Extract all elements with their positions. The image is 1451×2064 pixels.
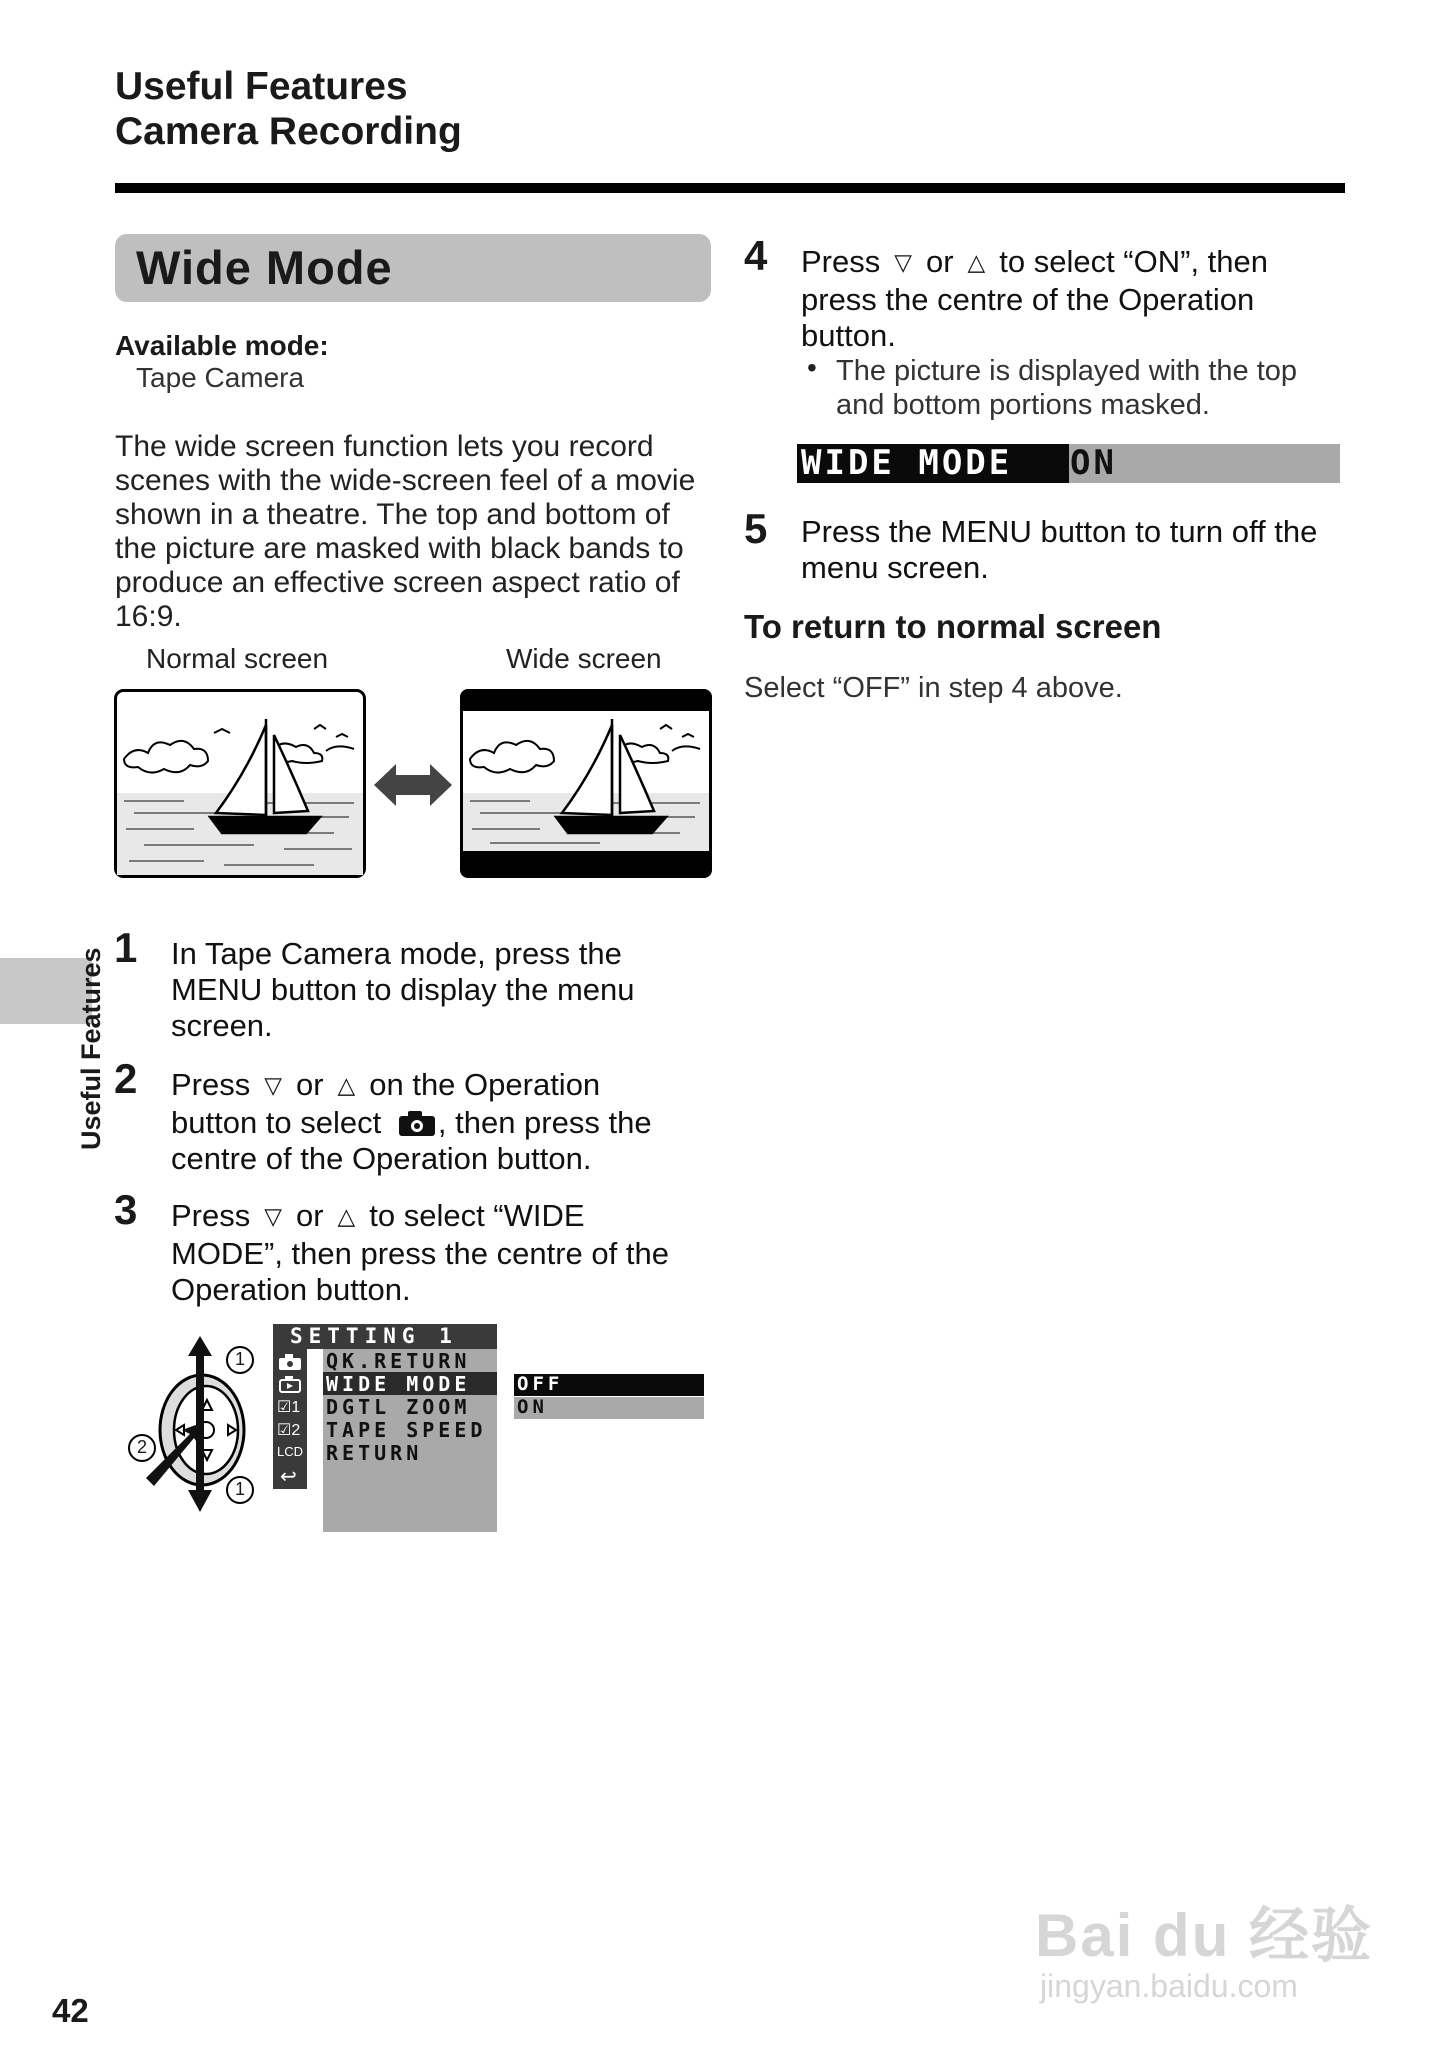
section-title: Wide Mode (136, 241, 393, 294)
option-off: OFF (517, 1373, 564, 1395)
step3-line: MODE”, then press the centre of the (171, 1236, 669, 1271)
step1-number: 1 (114, 924, 138, 971)
step4-line: Press ▽ or △ to select “ON”, then (801, 244, 1269, 279)
step5-line: menu screen. (801, 550, 989, 585)
header-line2: Camera Recording (115, 110, 462, 153)
intro-paragraph (115, 430, 715, 634)
return-heading: To return to normal screen (744, 608, 1162, 645)
wide-screen-label: Wide screen (506, 643, 662, 674)
callout-1-top: 1 (234, 1349, 245, 1369)
step2-line: Press ▽ or △ on the Operation (171, 1067, 601, 1102)
watermark-brand: Bai du 经验 (1035, 1902, 1374, 1969)
camera-icon (398, 1109, 436, 1137)
intro-line: produce an effective screen aspect ratio of (115, 566, 680, 599)
menu-item-qk-return: QK.RETURN (326, 1349, 471, 1373)
step4-bullet-line: The picture is displayed with the top (836, 355, 1298, 387)
page-number: 42 (52, 1992, 89, 2029)
up-triangle-icon: △ (337, 1203, 356, 1229)
step3-line: Operation button. (171, 1272, 411, 1307)
step3-line: Press ▽ or △ to select “WIDE (171, 1198, 585, 1233)
intro-line: scenes with the wide-screen feel of a movie (115, 464, 696, 497)
available-mode-label: Available mode: (115, 330, 329, 361)
step2-line: centre of the Operation button. (171, 1141, 592, 1176)
step5-number: 5 (744, 505, 768, 552)
step4-line: button. (801, 318, 896, 353)
menu-item-dgtl-zoom: DGTL ZOOM (326, 1395, 471, 1419)
down-triangle-icon: ▽ (894, 249, 912, 275)
checkbox-icon: ☑ (277, 1399, 292, 1416)
swap-arrow-icon (370, 760, 456, 810)
step4-number: 4 (744, 232, 768, 279)
option-on: ON (517, 1396, 548, 1418)
lcd-bar-label: WIDE MODE (801, 443, 1013, 483)
callout-2: 2 (136, 1437, 147, 1457)
down-triangle-icon: ▽ (264, 1203, 282, 1229)
menu-item-tape-speed: TAPE SPEED (326, 1418, 487, 1442)
step4-bullet-text (836, 354, 1297, 422)
return-text: Select “OFF” in step 4 above. (744, 672, 1123, 704)
step4-bullet: • (807, 352, 817, 383)
lcd-menu-icon: LCD (277, 1444, 304, 1459)
step5-text (801, 514, 1346, 586)
down-triangle-icon: ▽ (264, 1072, 282, 1098)
return-arrow-icon: ↩ (280, 1466, 297, 1488)
intro-line: The wide screen function lets you record (115, 430, 654, 463)
watermark-url: jingyan.baidu.com (1040, 1968, 1298, 2004)
step4-text (801, 244, 1346, 354)
menu-item-return: RETURN (326, 1441, 423, 1465)
intro-line: shown in a theatre. The top and bottom of (115, 498, 670, 531)
step4-line: press the centre of the Operation (801, 282, 1255, 317)
up-triangle-icon: △ (967, 249, 986, 275)
menu-item-wide-mode: WIDE MODE (326, 1372, 471, 1396)
step2-number: 2 (114, 1055, 138, 1102)
step5-line: Press the MENU button to turn off the (801, 514, 1318, 549)
step4-bullet-line: and bottom portions masked. (836, 389, 1210, 421)
intro-line: the picture are masked with black bands to (115, 532, 684, 565)
step1-line: screen. (171, 1008, 273, 1043)
callout-1-bottom: 1 (234, 1479, 245, 1499)
up-triangle-icon: △ (337, 1072, 356, 1098)
step1-line: In Tape Camera mode, press the (171, 936, 622, 971)
setting1-menu-icon: ☑1 (277, 1399, 301, 1416)
menu-title: SETTING 1 (290, 1324, 458, 1348)
side-tab-label: Useful Features (76, 947, 106, 1150)
available-mode-value: Tape Camera (136, 362, 305, 393)
step3-text (171, 1198, 731, 1308)
normal-screen-label: Normal screen (146, 643, 329, 674)
normal-screen-illustration (114, 689, 366, 878)
header-rule (115, 183, 1345, 193)
step3-number: 3 (114, 1186, 138, 1233)
step1-line: MENU button to display the menu (171, 972, 635, 1007)
step2-text (171, 1067, 731, 1177)
step1-text (171, 936, 731, 1044)
lcd-bar-value: ON (1070, 443, 1117, 483)
header-line1: Useful Features (115, 65, 408, 108)
checkbox-icon: ☑ (277, 1422, 292, 1439)
wide-screen-illustration (460, 689, 712, 878)
setting2-menu-icon: ☑2 (277, 1422, 301, 1439)
step2-line: button to select , then press the (171, 1105, 652, 1140)
intro-line: 16:9. (115, 600, 182, 633)
playback-menu-icon (277, 1374, 303, 1394)
camera-menu-icon (277, 1352, 303, 1372)
